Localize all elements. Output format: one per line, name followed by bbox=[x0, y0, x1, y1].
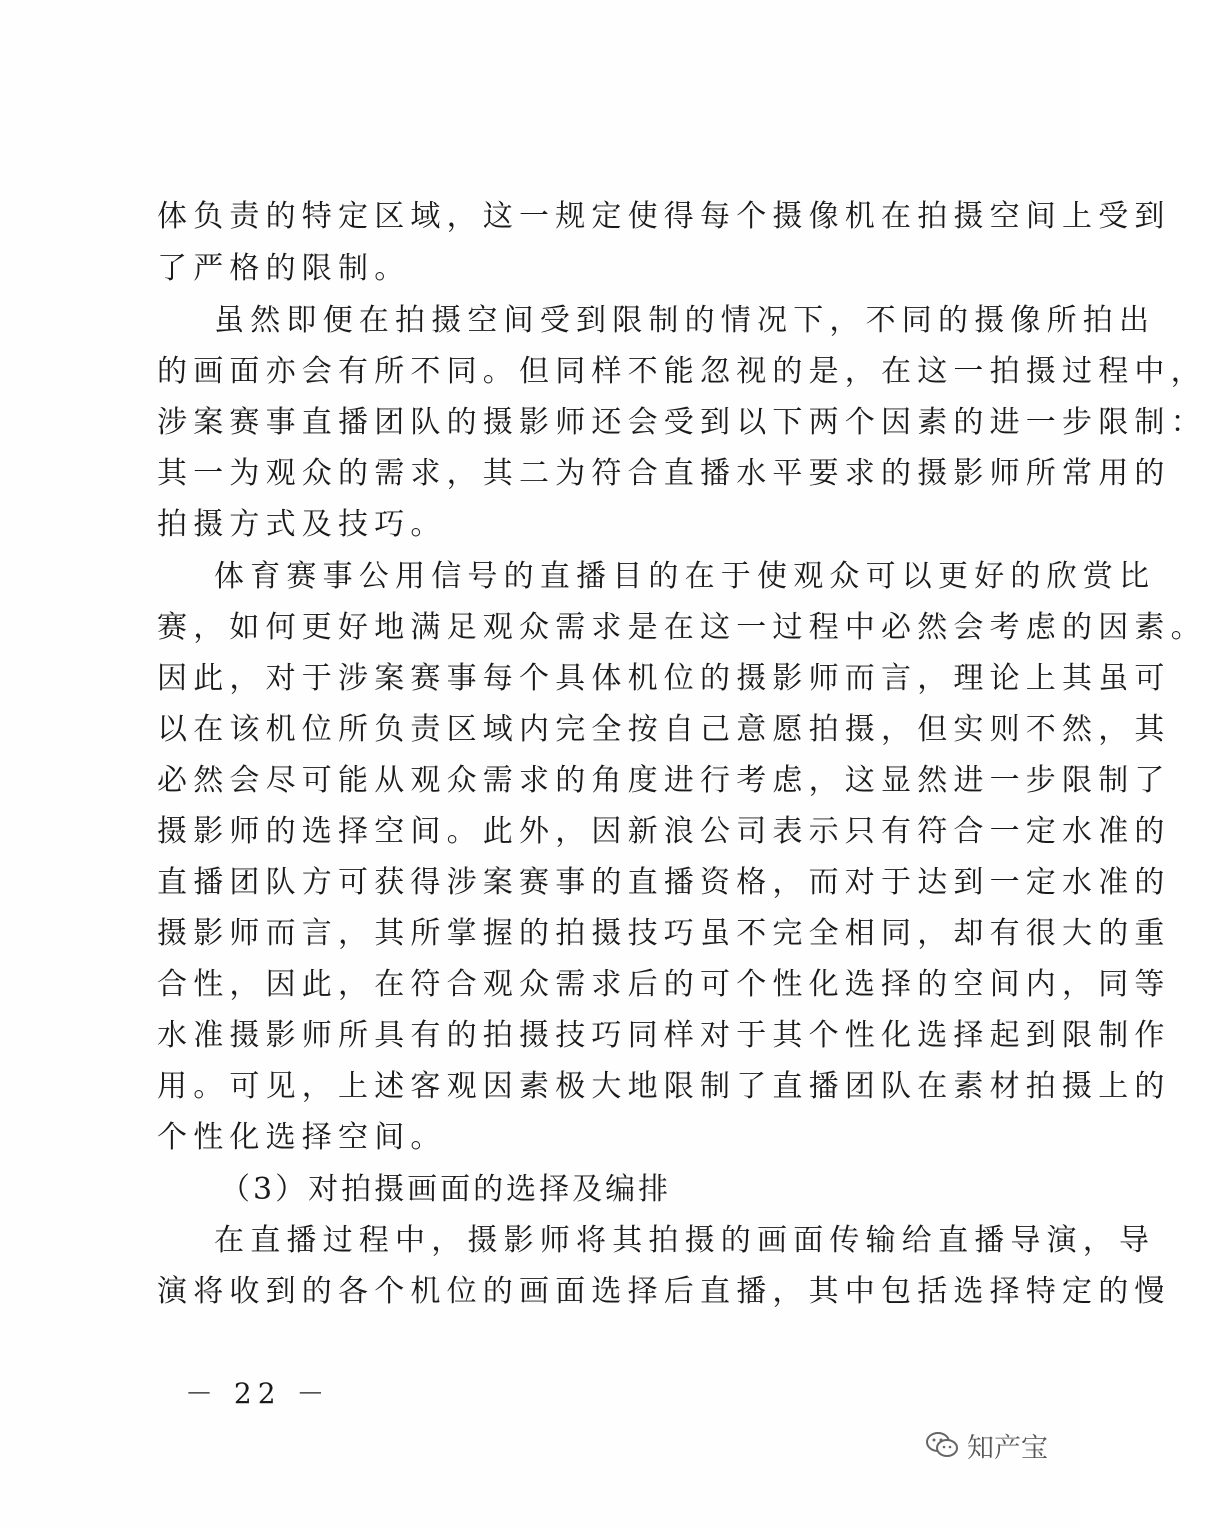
watermark-text: 知产宝 bbox=[967, 1432, 1048, 1464]
text-line: 以在该机位所负责区域内完全按自己意愿拍摄，但实则不然，其 bbox=[157, 712, 1171, 747]
text-line: 赛，如何更好地满足观众需求是在这一过程中必然会考虑的因素。 bbox=[157, 610, 1207, 645]
text-line: 摄影师而言，其所掌握的拍摄技巧虽不完全相同，却有很大的重 bbox=[157, 916, 1171, 951]
text-line: 必然会尽可能从观众需求的角度进行考虑，这显然进一步限制了 bbox=[157, 763, 1171, 798]
wechat-icon bbox=[925, 1430, 959, 1460]
text-line: 了严格的限制。 bbox=[157, 251, 411, 286]
text-line: 其一为观众的需求，其二为符合直播水平要求的摄影师所常用的 bbox=[157, 456, 1171, 491]
watermark bbox=[925, 1425, 1048, 1465]
text-line: 直播团队方可获得涉案赛事的直播资格，而对于达到一定水准的 bbox=[157, 865, 1171, 900]
text-line: 在直播过程中，摄影师将其拍摄的画面传输给直播导演，导 bbox=[214, 1223, 1156, 1258]
text-line: 合性，因此，在符合观众需求后的可个性化选择的空间内，同等 bbox=[157, 967, 1171, 1002]
text-line: 摄影师的选择空间。此外，因新浪公司表示只有符合一定水准的 bbox=[157, 814, 1171, 849]
section-heading: （3）对拍摄画面的选择及编排 bbox=[220, 1172, 672, 1207]
text-line: 体育赛事公用信号的直播目的在于使观众可以更好的欣赏比 bbox=[214, 559, 1156, 594]
text-line: 涉案赛事直播团队的摄影师还会受到以下两个因素的进一步限制： bbox=[157, 405, 1207, 440]
text-line: 演将收到的各个机位的画面选择后直播，其中包括选择特定的慢 bbox=[157, 1274, 1171, 1309]
text-line: 的画面亦会有所不同。但同样不能忽视的是，在这一拍摄过程中， bbox=[157, 354, 1207, 389]
text-line: 个性化选择空间。 bbox=[157, 1120, 447, 1155]
text-line: 因此，对于涉案赛事每个具体机位的摄影师而言，理论上其虽可 bbox=[157, 661, 1171, 696]
text-line: 体负责的特定区域，这一规定使得每个摄像机在拍摄空间上受到 bbox=[157, 199, 1171, 234]
page-number: － 22 － bbox=[185, 1377, 331, 1410]
text-line: 虽然即便在拍摄空间受到限制的情况下，不同的摄像所拍出 bbox=[214, 303, 1156, 338]
text-line: 用。可见，上述客观因素极大地限制了直播团队在素材拍摄上的 bbox=[157, 1069, 1171, 1104]
text-line: 水准摄影师所具有的拍摄技巧同样对于其个性化选择起到限制作 bbox=[157, 1018, 1171, 1053]
text-line: 拍摄方式及技巧。 bbox=[157, 507, 447, 542]
